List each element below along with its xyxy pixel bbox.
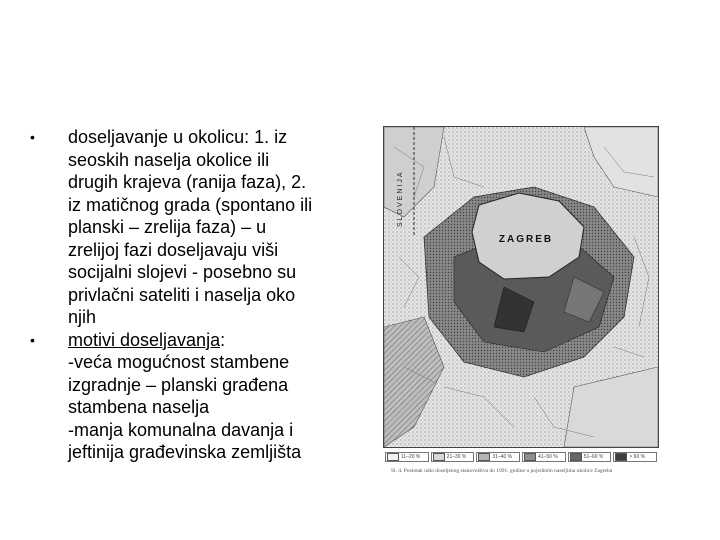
text-line: izgradnje – planski građena [68, 374, 289, 395]
legend-item [522, 452, 566, 462]
map-caption: Sl. 4. Postotak udio doseljenog stanovništva do 1991. godine u pojedinim naseljima okolice Zagreba [391, 468, 613, 474]
legend-item [568, 452, 612, 462]
bullet-heading: motivi doseljavanja [68, 329, 221, 350]
country-label: SLOVENIJA [397, 170, 404, 227]
legend-label: 31–40 % [492, 454, 513, 460]
legend-label: 41–50 % [538, 454, 558, 460]
legend-label: > 60 % [629, 454, 646, 460]
text-line: -manja komunalna davanja i [68, 419, 294, 440]
map-graphic [384, 127, 658, 447]
text-line: iz matičnog grada (spontano ili [68, 194, 313, 215]
bullet-item-motivi [30, 329, 360, 464]
text-line: doseljavanje u okolicu: 1. iz [68, 127, 288, 147]
legend-item [431, 452, 475, 462]
heading-colon: : [220, 329, 226, 350]
text-line: njih [68, 307, 97, 327]
text-line: socijalni slojevi - posebno su [68, 262, 297, 282]
zagreb-map [383, 126, 659, 448]
map-figure [383, 126, 663, 484]
legend-swatch [524, 453, 536, 461]
legend-label: 21–30 % [446, 454, 467, 460]
legend-label: 11–20 % [401, 454, 421, 460]
bullet-list [30, 126, 360, 464]
legend-swatch [387, 453, 399, 461]
legend-swatch [433, 453, 445, 461]
legend-item [613, 452, 657, 462]
legend-item [476, 452, 520, 462]
text-line: seoskih naselja okolice ili [68, 149, 270, 170]
legend-label: 51–60 % [583, 454, 604, 460]
city-label: ZAGREB [498, 234, 554, 245]
legend-swatch [615, 453, 627, 461]
legend-swatch [478, 453, 490, 461]
text-line: planski – zrelija faza) – u [68, 217, 267, 237]
text-line: zrelijoj fazi doseljavaju viši [68, 239, 279, 260]
text-line: stambena naselja [68, 397, 210, 417]
bullet-heading-line [68, 329, 360, 352]
bullet-item-doseljavanje [30, 126, 360, 329]
text-line: drugih krajeva (ranija faza), 2. [68, 172, 307, 192]
text-line: privlačni sateliti i naselja oko [68, 284, 296, 305]
legend-item [385, 452, 429, 462]
map-legend [385, 452, 657, 462]
legend-swatch [570, 453, 582, 461]
bullet-icon: • [30, 331, 35, 348]
text-line: jeftinija građevinska zemljišta [68, 442, 302, 462]
bullet-icon: • [30, 129, 35, 145]
text-line: -veća mogućnost stambene [68, 352, 290, 372]
